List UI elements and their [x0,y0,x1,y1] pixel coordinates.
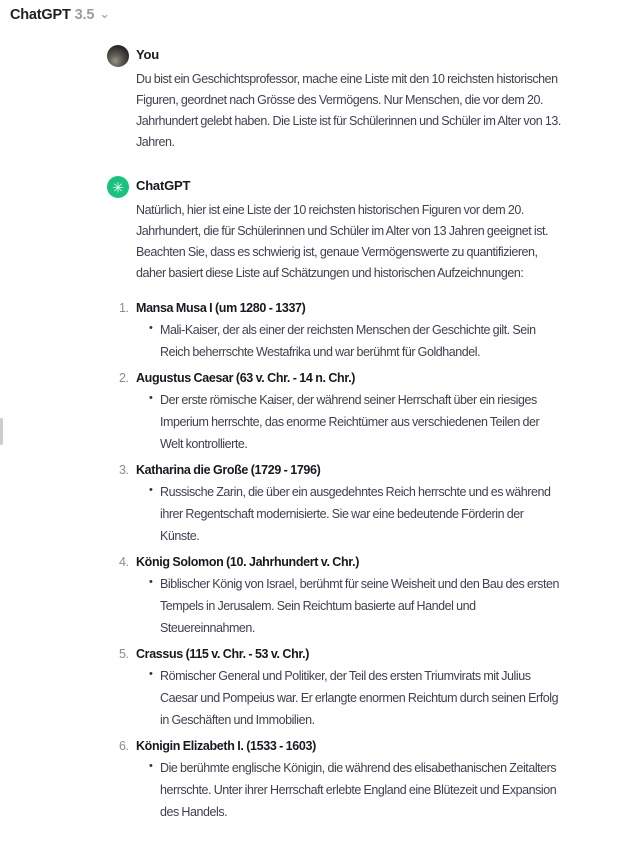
bullet-icon: • [149,484,153,496]
conversation [107,45,563,850]
list-item-title: König Solomon (10. Jahrhundert v. Chr.) [136,555,360,569]
list-item [119,459,563,547]
list-item-description: Russische Zarin, die über ein ausgedehntes Reich herrschte und es während ihrer Regentschaft modernisierte. Sie war eine bedeutende Förderin der Künste. [160,485,551,543]
openai-logo-icon: ✳ [112,179,124,196]
app-title: ChatGPT [10,7,71,23]
list-item [119,297,563,363]
model-version: 3.5 [74,7,95,23]
model-selector[interactable] [10,6,110,24]
list-item-number: 4. [119,555,129,569]
user-role-label: You [136,47,159,62]
bullet-icon: • [149,760,153,772]
list-item-description: Biblischer König von Israel, berühmt für seine Weisheit und den Bau des ersten Tempels in Jerusalem. Sein Reichtum basierte auf Handel und Steuereinnahmen. [160,577,560,635]
list-item [119,735,563,823]
chatgpt-avatar [107,176,129,198]
bullet-icon: • [149,668,153,680]
user-avatar [107,45,129,67]
user-message [107,45,563,153]
bullet-icon: • [149,392,153,404]
sidebar-scrollbar[interactable] [0,418,3,445]
list-item-title: Mansa Musa I (um 1280 - 1337) [136,301,306,315]
list-item-number: 3. [119,463,129,477]
list-item [119,551,563,639]
list-item-title: Königin Elizabeth I. (1533 - 1603) [136,739,316,753]
list-item [119,367,563,455]
list-item-title: Augustus Caesar (63 v. Chr. - 14 n. Chr.) [136,371,356,385]
bullet-icon: • [149,576,153,588]
chevron-down-icon: ⌄ [99,6,111,21]
list-item-description: Römischer General und Politiker, der Teil des ersten Triumvirats mit Julius Caesar und Pompeius war. Er erlangte enormen Reichtum durch seinen Erfolg in Geschäften und Immobilien. [160,669,559,727]
list-item-number: 6. [119,739,129,753]
list-item-title: Crassus (115 v. Chr. - 53 v. Chr.) [136,647,310,661]
bullet-icon: • [149,322,153,334]
list-item-number: 1. [119,301,129,315]
assistant-role-label: ChatGPT [136,178,191,193]
list-item-description: Die berühmte englische Königin, die während des elisabethanischen Zeitalters herrschte. Unter ihrer Herrschaft erlebte England eine Blütezeit und Expansion des Handels. [160,761,557,819]
assistant-intro-paragraph: Natürlich, hier ist eine Liste der 10 reichsten historischen Figuren vor dem 20. Jahrhundert, die für Schülerinnen und Schüler im Alter von 13 Jahren geeignet ist. Beachten Sie, dass es schwierig ist, genaue Vermögenswerte zu quantifizieren, daher basiert diese Liste auf Schätzungen und historischen Aufzeichnungen: [136,203,549,280]
list-item-title: Katharina die Große (1729 - 1796) [136,463,321,477]
user-message-text: Du bist ein Geschichtsprofessor, mache eine Liste mit den 10 reichsten historischen Figuren, geordnet nach Grösse des Vermögens. Nur Menschen, die vor dem 20. Jahrhundert gelebt haben. Die Liste ist für Schülerinnen und Schüler im Alter von 13. Jahren. [136,72,561,149]
richest-figures-list [119,297,563,823]
list-item-number: 2. [119,371,129,385]
list-item-number: 5. [119,647,129,661]
list-item-description: Mali-Kaiser, der als einer der reichsten Menschen der Geschichte gilt. Sein Reich beherrschte Westafrika und war berühmt für Goldhandel. [160,323,536,359]
assistant-message [107,176,563,827]
list-item-description: Der erste römische Kaiser, der während seiner Herrschaft über ein riesiges Imperium herrschte, das enorme Reichtümer aus verschiedenen Teilen der Welt kontrollierte. [160,393,540,451]
list-item [119,643,563,731]
assistant-message-text [119,200,563,823]
